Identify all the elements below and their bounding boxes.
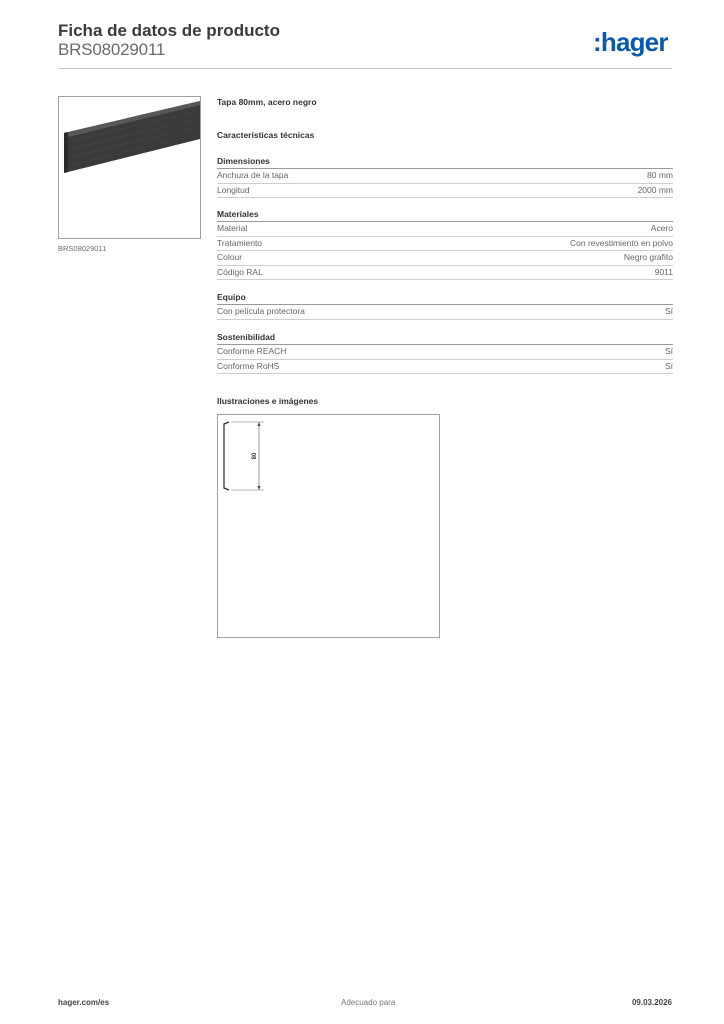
group-materiales [217, 208, 673, 280]
group-title: Materiales [217, 208, 673, 222]
product-name: Tapa 80mm, acero negro [217, 97, 317, 107]
footer-suitable-for: Adecuado para [341, 998, 396, 1007]
product-reference: BRS08029011 [58, 40, 166, 59]
row-value: 80 mm [647, 170, 673, 180]
group-equipo [217, 291, 673, 320]
group-dimensiones [217, 155, 673, 198]
table-row [217, 251, 673, 266]
row-value: 9011 [654, 266, 673, 277]
dimension-drawing [217, 414, 440, 638]
row-value: Sí [664, 360, 673, 371]
row-value: 2000 mm [637, 184, 673, 195]
cover-profile-drawing [218, 415, 439, 637]
row-value: Acero [650, 223, 673, 233]
table-row [217, 237, 673, 252]
group-title: Dimensiones [217, 155, 673, 169]
row-value: Con revestimiento en polvo [569, 237, 673, 248]
row-label: Material [217, 223, 248, 233]
document-title: Ficha de datos de producto [58, 21, 280, 40]
row-label: Anchura de la tapa [217, 170, 289, 180]
group-sostenibilidad [217, 331, 673, 374]
illustrations-heading: Ilustraciones e imágenes [217, 396, 319, 406]
product-image-caption: BRS08029011 [58, 244, 107, 253]
product-image [58, 96, 201, 239]
row-label: Conforme REACH [217, 346, 287, 356]
table-row [217, 184, 673, 199]
footer-website: hager.com/es [58, 998, 110, 1007]
header-divider [58, 68, 672, 69]
table-row [217, 266, 673, 281]
group-title: Sostenibilidad [217, 331, 673, 345]
row-label: Conforme RoHS [217, 360, 280, 371]
table-row [217, 222, 673, 237]
row-label: Colour [217, 252, 243, 262]
dimension-label: 80 [252, 452, 258, 460]
row-value: Negro grafito [623, 252, 673, 262]
table-row [217, 305, 673, 320]
row-value: Sí [664, 306, 673, 316]
table-row [217, 345, 673, 360]
row-label: Longitud [217, 184, 250, 195]
steel-cover-plate-icon [59, 97, 200, 238]
hager-logo: :hager [593, 27, 668, 57]
table-row [217, 169, 673, 184]
row-label: Código RAL [217, 266, 263, 277]
group-title: Equipo [217, 291, 673, 305]
technical-heading: Características técnicas [217, 130, 315, 140]
row-label: Con película protectora [217, 306, 305, 316]
row-value: Sí [664, 346, 673, 356]
row-label: Tratamiento [217, 237, 263, 248]
footer-date: 09.03.2026 [631, 998, 672, 1007]
table-row [217, 360, 673, 375]
